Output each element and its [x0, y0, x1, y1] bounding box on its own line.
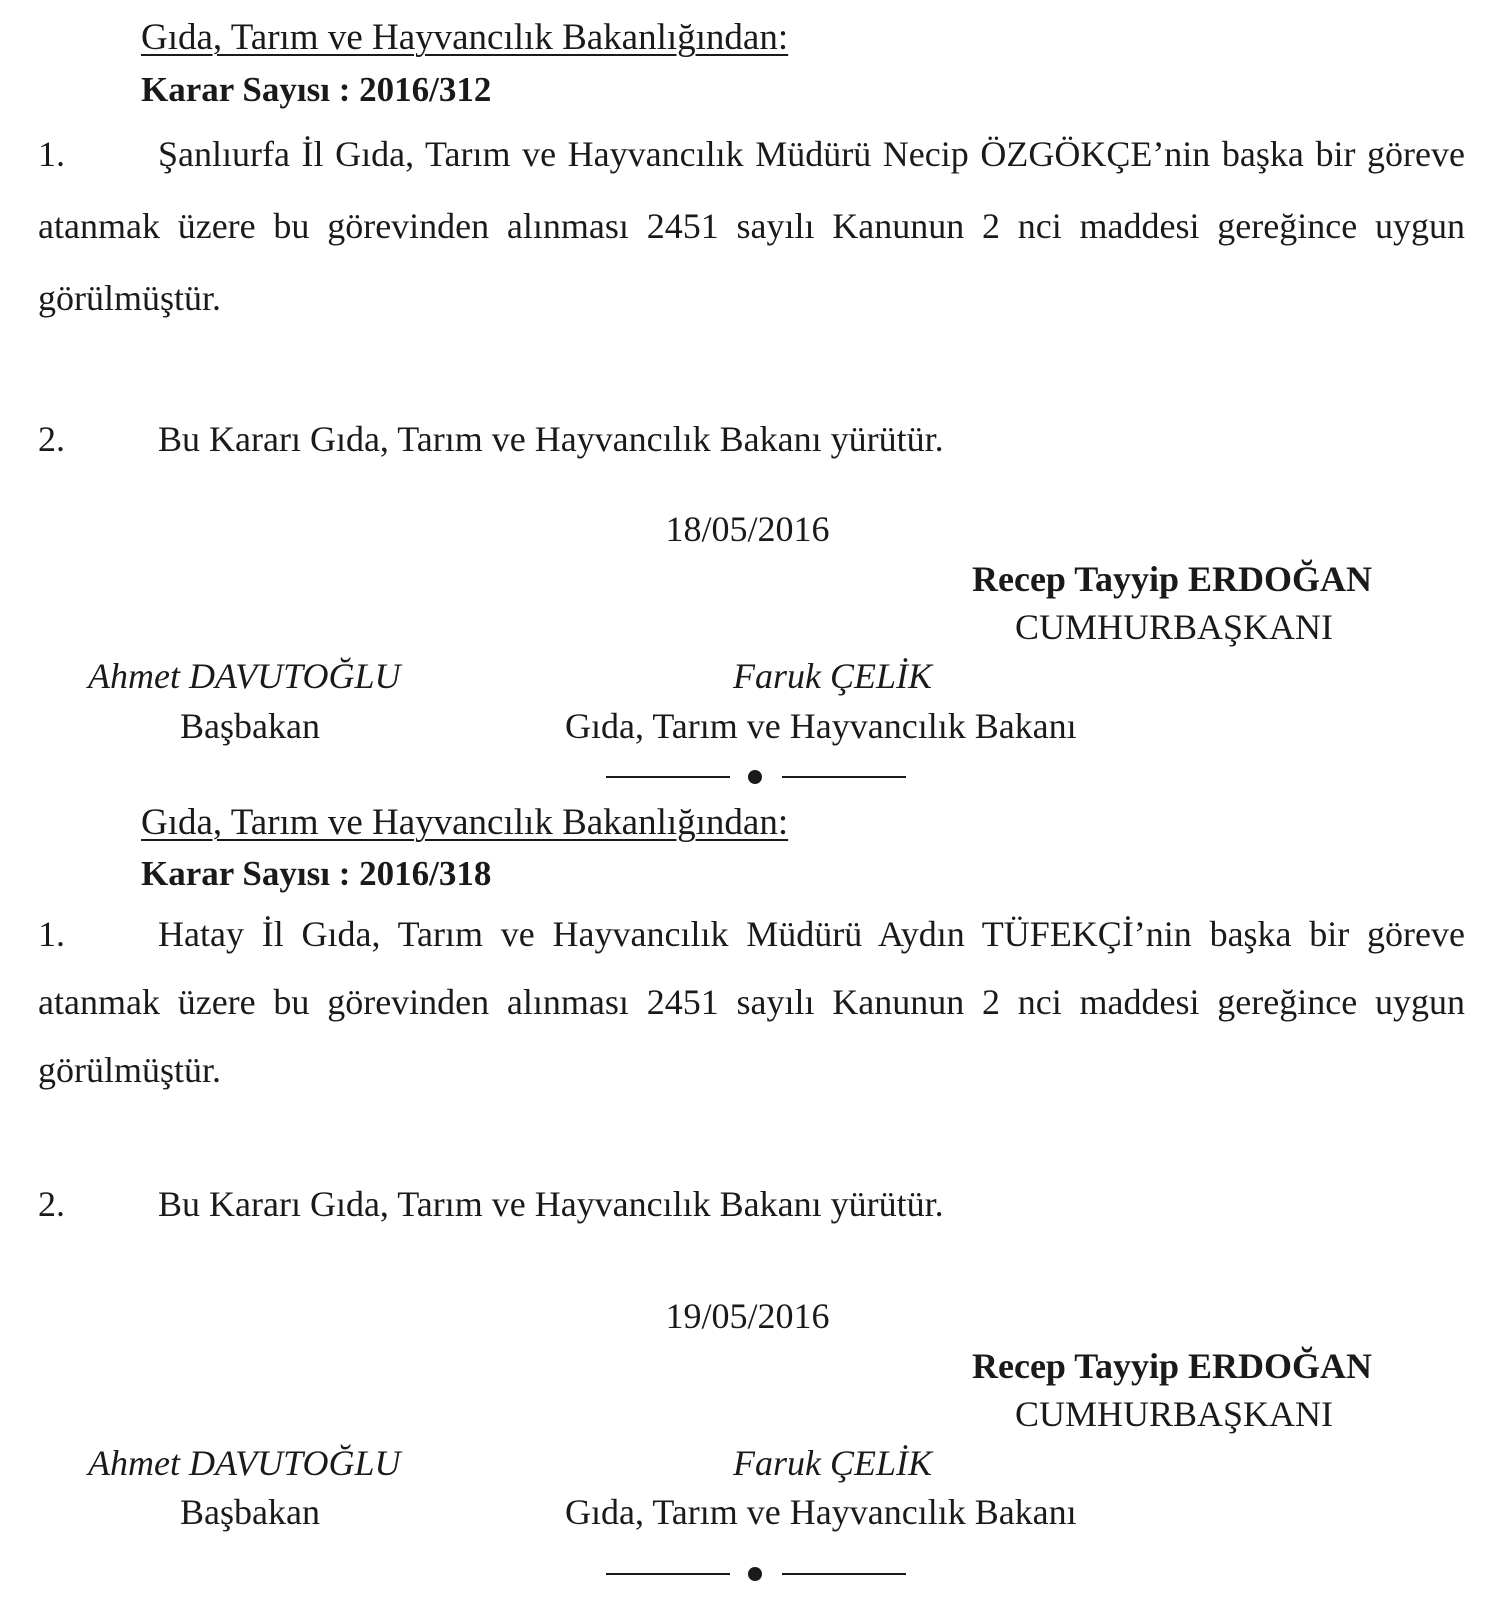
bullet-icon: [748, 1567, 762, 1581]
item-text: Hatay İl Gıda, Tarım ve Hayvancılık Müdürü Aydın TÜFEKÇİ’nin başka bir göreve atanmak üzere bu görevinden alınması 2451 sayılı Kanunun 2 nci maddesi gereğince uygun görülmüştür.: [38, 914, 1465, 1090]
president-title: CUMHURBAŞKANI: [1015, 1394, 1334, 1434]
signer-pm-title: Başbakan: [180, 1492, 320, 1532]
signer-pm-name: Ahmet DAVUTOĞLU: [88, 1443, 401, 1483]
item-number: 2.: [38, 1184, 65, 1224]
decision-date: 18/05/2016: [665, 509, 830, 549]
decision-item-2: [38, 403, 1465, 475]
item-text: Bu Kararı Gıda, Tarım ve Hayvancılık Bakanı yürütür.: [158, 419, 944, 459]
signer-pm-title: Başbakan: [180, 706, 320, 746]
bullet-icon: [748, 770, 762, 784]
item-number: 2.: [38, 419, 65, 459]
signer-minister-title: Gıda, Tarım ve Hayvancılık Bakanı: [565, 706, 1077, 746]
item-text: Şanlıurfa İl Gıda, Tarım ve Hayvancılık Müdürü Necip ÖZGÖKÇE’nin başka bir göreve atanmak üzere bu görevinden alınması 2451 sayılı Kanunun 2 nci maddesi gereğince uygun görülmüştür.: [38, 134, 1465, 318]
section-separator: [606, 1562, 906, 1586]
ministry-heading: Gıda, Tarım ve Hayvancılık Bakanlığından:: [141, 802, 789, 843]
president-name: Recep Tayyip ERDOĞAN: [972, 559, 1373, 599]
signer-minister-name: Faruk ÇELİK: [733, 656, 933, 696]
president-name: Recep Tayyip ERDOĞAN: [972, 1346, 1373, 1386]
item-number: 1.: [38, 914, 65, 954]
president-title: CUMHURBAŞKANI: [1015, 607, 1334, 647]
item-text: Bu Kararı Gıda, Tarım ve Hayvancılık Bakanı yürütür.: [158, 1184, 944, 1224]
decision-item-1: [38, 900, 1465, 1104]
decision-date: 19/05/2016: [665, 1296, 830, 1336]
decision-item-2: [38, 1168, 1465, 1240]
decision-number: Karar Sayısı : 2016/312: [141, 70, 492, 109]
signer-pm-name: Ahmet DAVUTOĞLU: [88, 656, 401, 696]
decision-number: Karar Sayısı : 2016/318: [141, 854, 492, 893]
signer-minister-name: Faruk ÇELİK: [733, 1443, 933, 1483]
signer-minister-title: Gıda, Tarım ve Hayvancılık Bakanı: [565, 1492, 1077, 1532]
ministry-heading: Gıda, Tarım ve Hayvancılık Bakanlığından:: [141, 17, 789, 58]
section-separator: [606, 765, 906, 789]
decision-item-1: [38, 118, 1465, 334]
item-number: 1.: [38, 134, 65, 174]
